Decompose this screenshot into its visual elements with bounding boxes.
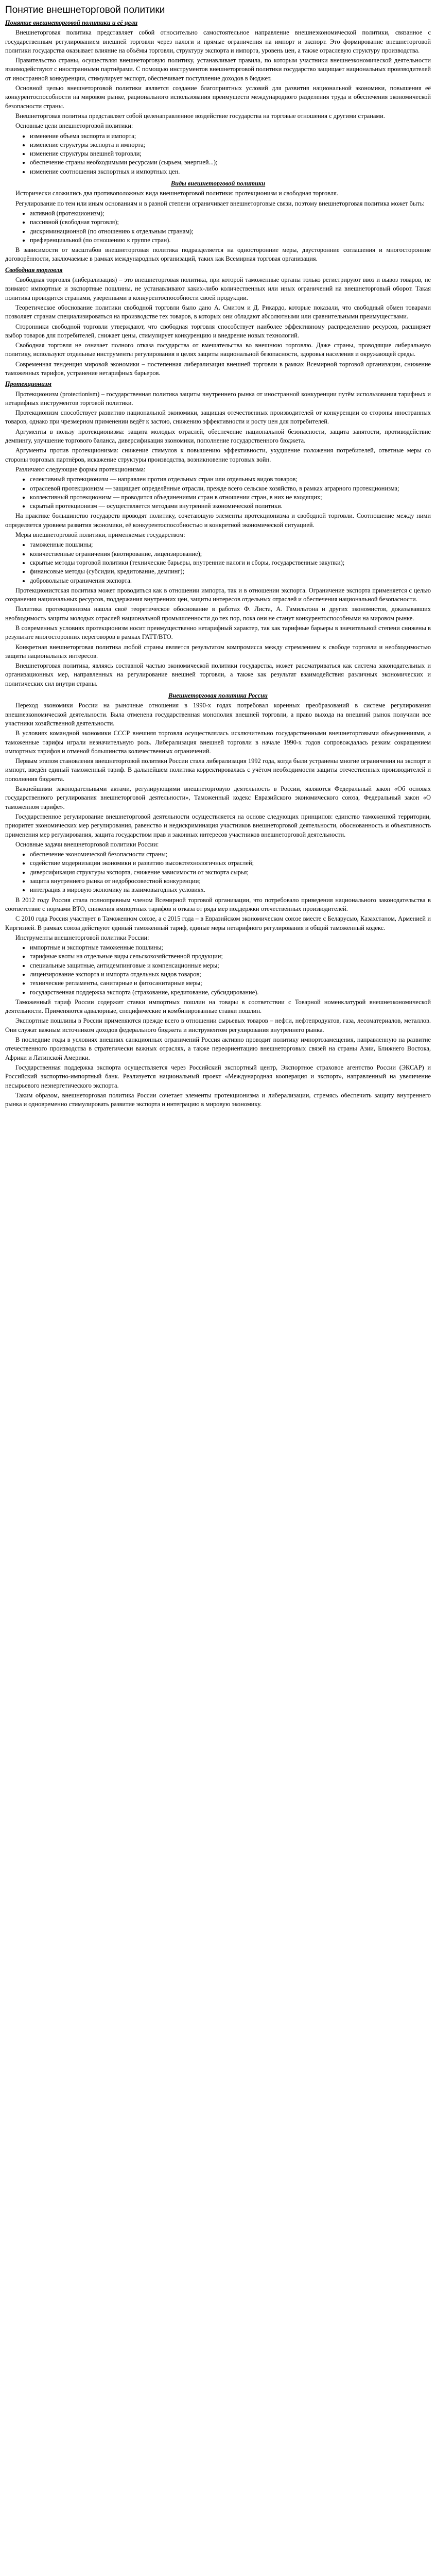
list-item: • тарифные квоты на отдельные виды сельскохозяйственной продукции; [30, 952, 431, 961]
list-item: • технические регламенты, санитарные и фитосанитарные меры; [30, 979, 431, 988]
paragraph: Протекционизм способствует развитию национальной экономики, защищая отечественных производителей от конкуренции со стороны иностранных товаров, однако при чрезмерном применении ведёт к застою, снижению эффективности и росту цен для потребителей. [5, 409, 431, 426]
list-item: • активной (протекционизм); [30, 209, 431, 218]
paragraph: Правительство страны, осуществляя внешнеторговую политику, устанавливает правила, по которым участники внешнеэкономической деятельности взаимодействуют с иностранными партнёрами. С помощью инструментов внешнеторговой политики государство защищает национальных производителей от иностранной конкуренции, стимулирует экспорт, обеспечивает поступление доходов в бюджет. [5, 57, 431, 82]
paragraph: На практике большинство государств проводят политику, сочетающую элементы протекционизма и свободной торговли. Соотношение между ними определяется уровнем развития экономики, её конкурентоспособностью и конкретной экономической ситуацией. [5, 512, 431, 529]
paragraph: Таможенный тариф России содержит ставки импортных пошлин на товары в соответствии с Товарной номенклатурой внешнеэкономической деятельности. Применяются адвалорные, специфические и комбинированные ставки пошлин. [5, 998, 431, 1015]
list-item: • селективный протекционизм — направлен против отдельных стран или отдельных видов товаров; [30, 475, 431, 484]
page-title: Понятие внешнеторговой политики [5, 5, 165, 15]
paragraph: Регулирование по тем или иным основаниям и в разной степени ограничивает внешнеторговые связи, поэтому внешнеторговая политика может быть: [15, 199, 425, 207]
paragraph: Основной целью внешнеторговой политики является создание благоприятных условий для развития национальной экономики, повышения её конкурентоспособности на мировом рынке, рационального использования преимуществ международного разделения труда и обеспечения экономической безопасности страны. [5, 84, 431, 110]
list-item: • изменение соотношения экспортных и импортных цен. [30, 167, 431, 176]
paragraph: Государственное регулирование внешнеторговой деятельности осуществляется на основе следующих принципов: единство таможенной территории, приоритет экономических мер регулирования, равенство и недискриминация участников внешнеторговой деятельности, обоснованность и объективность применения мер регулирования, защита государством прав и законных интересов участников внешнеторговой деятельности. [5, 812, 431, 838]
paragraph: Современная тенденция мировой экономики – постепенная либерализация внешней торговли в рамках Всемирной торговой организации, снижение таможенных тарифов, устранение нетарифных барьеров. [5, 360, 431, 377]
paragraph: Свободная торговля не означает полного отказа государства от вмешательства во внешнюю торговлю. Даже страны, проводящие либеральную политику, используют отдельные инструменты регулирования в целях защиты национальной безопасности, здоровья населения и окружающей среды. [5, 342, 431, 358]
paragraph: Политика протекционизма нашла своё теоретическое обоснование в работах Ф. Листа, А. Гамильтона и других экономистов, доказывавших необходимость защиты молодых отраслей национальной промышленности до тех пор, пока они не станут конкурентоспособными на мировом рынке. [5, 605, 431, 622]
paragraph: Сторонники свободной торговли утверждают, что свободная торговля способствует наиболее эффективному распределению ресурсов, расширяет выбор товаров для потребителей, снижает цены, стимулирует конкуренцию и внедрение новых технологий. [5, 323, 431, 339]
paragraph: В последние годы в условиях внешних санкционных ограничений Россия активно проводит политику импортозамещения, направленную на развитие отечественного производства в стратегически важных отраслях, а также переориентацию внешнеторговых связей на страны Азии, Ближнего Востока, Африки и Латинской Америки. [5, 1036, 431, 1061]
paragraph: Основные цели внешнеторговой политики: [15, 122, 133, 130]
russia-tasks-list [5, 850, 431, 894]
paragraph: Таким образом, внешнеторговая политика России сочетает элементы протекционизма и либерализации, стремясь обеспечить защиту внутреннего рынка и одновременно стимулировать развитие экспорта и интеграцию в мировую экономику. [5, 1091, 431, 1108]
list-item: • импортные и экспортные таможенные пошлины; [30, 943, 431, 952]
paragraph: Исторически сложились два противоположных вида внешнеторговой политики: протекционизм и свободная торговля. [15, 190, 338, 197]
list-item: • государственная поддержка экспорта (страхование, кредитование, субсидирование). [30, 988, 431, 997]
section-heading-goals: Понятие внешнеторговой политики и её цели [5, 19, 138, 26]
paragraph: Первым этапом становления внешнеторговой политики России стала либерализация 1992 года, когда были устранены многие ограничения на экспорт и импорт, введён единый таможенный тариф. В дальнейшем политика корректировалась с учётом необходимости защиты отечественных производителей и пополнения бюджета. [5, 757, 431, 783]
paragraph: Экспортные пошлины в России применяются прежде всего в отношении сырьевых товаров – нефти, нефтепродуктов, газа, лесоматериалов, металлов. Они служат важным источником доходов федерального бюджета и инструментом регулирования внутреннего рынка. [5, 1017, 431, 1033]
paragraph: Конкретная внешнеторговая политика любой страны является результатом компромисса между стремлением к свободе торговли и необходимостью защиты национальных интересов. [5, 643, 431, 659]
paragraph: Переход экономики России на рыночные отношения в 1990-х годах потребовал коренных преобразований в системе регулирования внешнеэкономической деятельности. Была отменена государственная монополия внешней торговли, а право выхода на внешний рынок получили все участники хозяйственной деятельности. [5, 702, 431, 727]
paragraph: Различают следующие формы протекционизма: [15, 465, 146, 473]
paragraph: В 2012 году Россия стала полноправным членом Всемирной торговой организации, что потребовало приведения национального законодательства в соответствие с нормами ВТО, снижения импортных тарифов и отказа от ряда мер поддержки отечественных производителей. [5, 896, 431, 912]
paragraph: Внешнеторговая политика представляет собой целенаправленное воздействие государства на торговые отношения с другими странами. [15, 112, 385, 120]
paragraph: Аргументы в пользу протекционизма: защита молодых отраслей, обеспечение национальной безопасности, защита занятости, противодействие демпингу, улучшение торгового баланса, диверсификация экономики, пополнение государственного бюджета. [5, 428, 431, 445]
paragraph: Внешнеторговая политика, являясь составной частью экономической политики государства, может рассматриваться как система законодательных и организационных мер, направленных на регулирование внешней торговли, а также как результат взаимодействия различных экономических и политических сил внутри страны. [5, 662, 431, 687]
list-item: • содействие модернизации экономики и развитию высокотехнологичных отраслей; [30, 859, 431, 868]
list-item: • дискриминационной (по отношению к отдельным странам); [30, 227, 431, 236]
list-item: • интеграция в мировую экономику на взаимовыгодных условиях. [30, 886, 431, 894]
paragraph: Протекционистская политика может проводиться как в отношении импорта, так и в отношении экспорта. Ограничение экспорта применяется с целью сохранения национальных ресурсов, поддержания внутренних цен, защиты интересов отдельных отраслей и обеспечения национальной безопасности. [5, 586, 431, 603]
list-item: • добровольные ограничения экспорта. [30, 577, 431, 585]
russia-instruments-list [5, 943, 431, 997]
list-item: • скрытый протекционизм — осуществляется методами внутренней экономической политики. [30, 502, 431, 511]
list-item: • скрытые методы торговой политики (технические барьеры, внутренние налоги и сборы, государственные закупки); [30, 558, 431, 567]
list-item: • диверсификация структуры экспорта, снижение зависимости от экспорта сырья; [30, 868, 431, 877]
paragraph: С 2010 года Россия участвует в Таможенном союзе, а с 2015 года – в Евразийском экономическом союзе вместе с Беларусью, Казахстаном, Арменией и Киргизией. В рамках союза действуют единый таможенный тариф, единые меры нетарифного регулирования и общий таможенный кодекс. [5, 915, 431, 931]
document [5, 0, 431, 1120]
paragraph: Основные задачи внешнеторговой политики России: [15, 840, 159, 848]
protectionism-forms-list [5, 475, 431, 511]
list-item: • преференциальной (по отношению к группе стран). [30, 236, 431, 245]
goals-list [5, 132, 431, 176]
list-item: • пассивной (свободная торговля); [30, 218, 431, 227]
paragraph: Государственная поддержка экспорта осуществляется через Российский экспортный центр, Экспортное страховое агентство России (ЭКСАР) и Российский экспортно-импортный банк. Реализуется национальный проект «Международная кооперация и экспорт», направленный на увеличение несырьевого неэнергетического экспорта. [5, 1063, 431, 1089]
paragraph: Теоретическое обоснование политики свободной торговли было дано А. Смитом и Д. Рикардо, которые показали, что свободный обмен товарами позволяет странам специализироваться на производстве тех товаров, в которых они обладают абсолютными или сравнительными преимуществами. [5, 303, 431, 320]
paragraph: Внешнеторговая политика представляет собой относительно самостоятельное направление внешнеэкономической политики, связанное с государственным регулированием внешней торговли через налоги и прямые ограничения на импорт и экспорт. Это формирование внешнеторговой политики государства оказывает влияние на объёмы торговли, структуру экспорта и импорта, уровень цен, а также отраслевую структуру производства. [5, 29, 431, 54]
paragraph: В условиях командной экономики СССР внешняя торговля осуществлялась исключительно государственными внешнеторговыми объединениями, а таможенные тарифы играли незначительную роль. Либерализация внешней торговли в начале 1990-х годов сопровождалась резким сокращением импортных тарифов и отменой большинства количественных ограничений. [5, 730, 431, 755]
list-item: • изменение структуры экспорта и импорта; [30, 141, 431, 149]
paragraph: В современных условиях протекционизм носит преимущественно нетарифный характер, так как тарифные барьеры в значительной степени снижены в результате многосторонних переговоров в рамках ГАТТ/ВТО. [5, 624, 431, 641]
list-item: • лицензирование экспорта и импорта отдельных видов товаров; [30, 970, 431, 979]
measures-list [5, 540, 431, 585]
list-item: • количественные ограничения (квотирование, лицензирование); [30, 550, 431, 558]
paragraph: Меры внешнеторговой политики, применяемые государством: [15, 531, 185, 539]
section-heading-protectionism: Протекционизм [5, 380, 52, 388]
list-item: • коллективный протекционизм — проводится объединениями стран в отношении стран, в них не входящих; [30, 493, 431, 502]
paragraph: Свободная торговля (либерализация) – это внешнеторговая политика, при которой таможенные органы только регистрируют ввоз и вывоз товаров, не взимают импортные и экспортные пошлины, не устанавливают каких-либо количественных или иных ограничений на внешнеторговый оборот. Такая политика проводится странами, уверенными в конкурентоспособности своей продукции. [5, 276, 431, 301]
section-heading-types: Виды внешнеторговой политики [170, 180, 266, 188]
list-item: • защита внутреннего рынка от недобросовестной конкуренции; [30, 877, 431, 886]
paragraph: Инструменты внешнеторговой политики России: [15, 934, 149, 941]
list-item: • таможенные пошлины; [30, 540, 431, 549]
paragraph: Аргументы против протекционизма: снижение стимулов к повышению эффективности, ухудшение положения потребителей, ответные меры со стороны торговых партнёров, искажение структуры производства, возникновение торговых войн. [5, 447, 431, 463]
list-item: • обеспечение страны необходимыми ресурсами (сырьем, энергией...); [30, 158, 431, 167]
list-item: • изменение структуры внешней торговли; [30, 149, 431, 158]
list-item: • финансовые методы (субсидии, кредитование, демпинг); [30, 567, 431, 576]
list-item: • отраслевой протекционизм — защищает определённые отрасли, прежде всего сельское хозяйство, в рамках аграрного протекционизма; [30, 484, 431, 493]
section-heading-russia: Внешнеторговая политика России [168, 692, 268, 700]
paragraph: Протекционизм (protectionism) – государственная политика защиты внутреннего рынка от иностранной конкуренции путём использования тарифных и нетарифных инструментов торговой политики. [5, 390, 431, 406]
paragraph: Важнейшими законодательными актами, регулирующими внешнеторговую деятельность в России, являются Федеральный закон «Об основах государственного регулирования внешнеторговой деятельности», Таможенный кодекс Евразийского экономического союза, Федеральный закон «О таможенном тарифе». [5, 785, 431, 810]
section-heading-free-trade: Свободная торговля [5, 266, 63, 274]
types-list [5, 209, 431, 245]
list-item: • обеспечение экономической безопасности страны; [30, 850, 431, 859]
list-item: • специальные защитные, антидемпинговые и компенсационные меры; [30, 961, 431, 970]
list-item: • изменение объема экспорта и импорта; [30, 132, 431, 141]
paragraph: В зависимости от масштабов внешнеторговая политика подразделяется на односторонние меры, двусторонние соглашения и многосторонние договорённости, заключаемые в рамках международных организаций, таких как Всемирная торговая организация. [5, 246, 431, 263]
